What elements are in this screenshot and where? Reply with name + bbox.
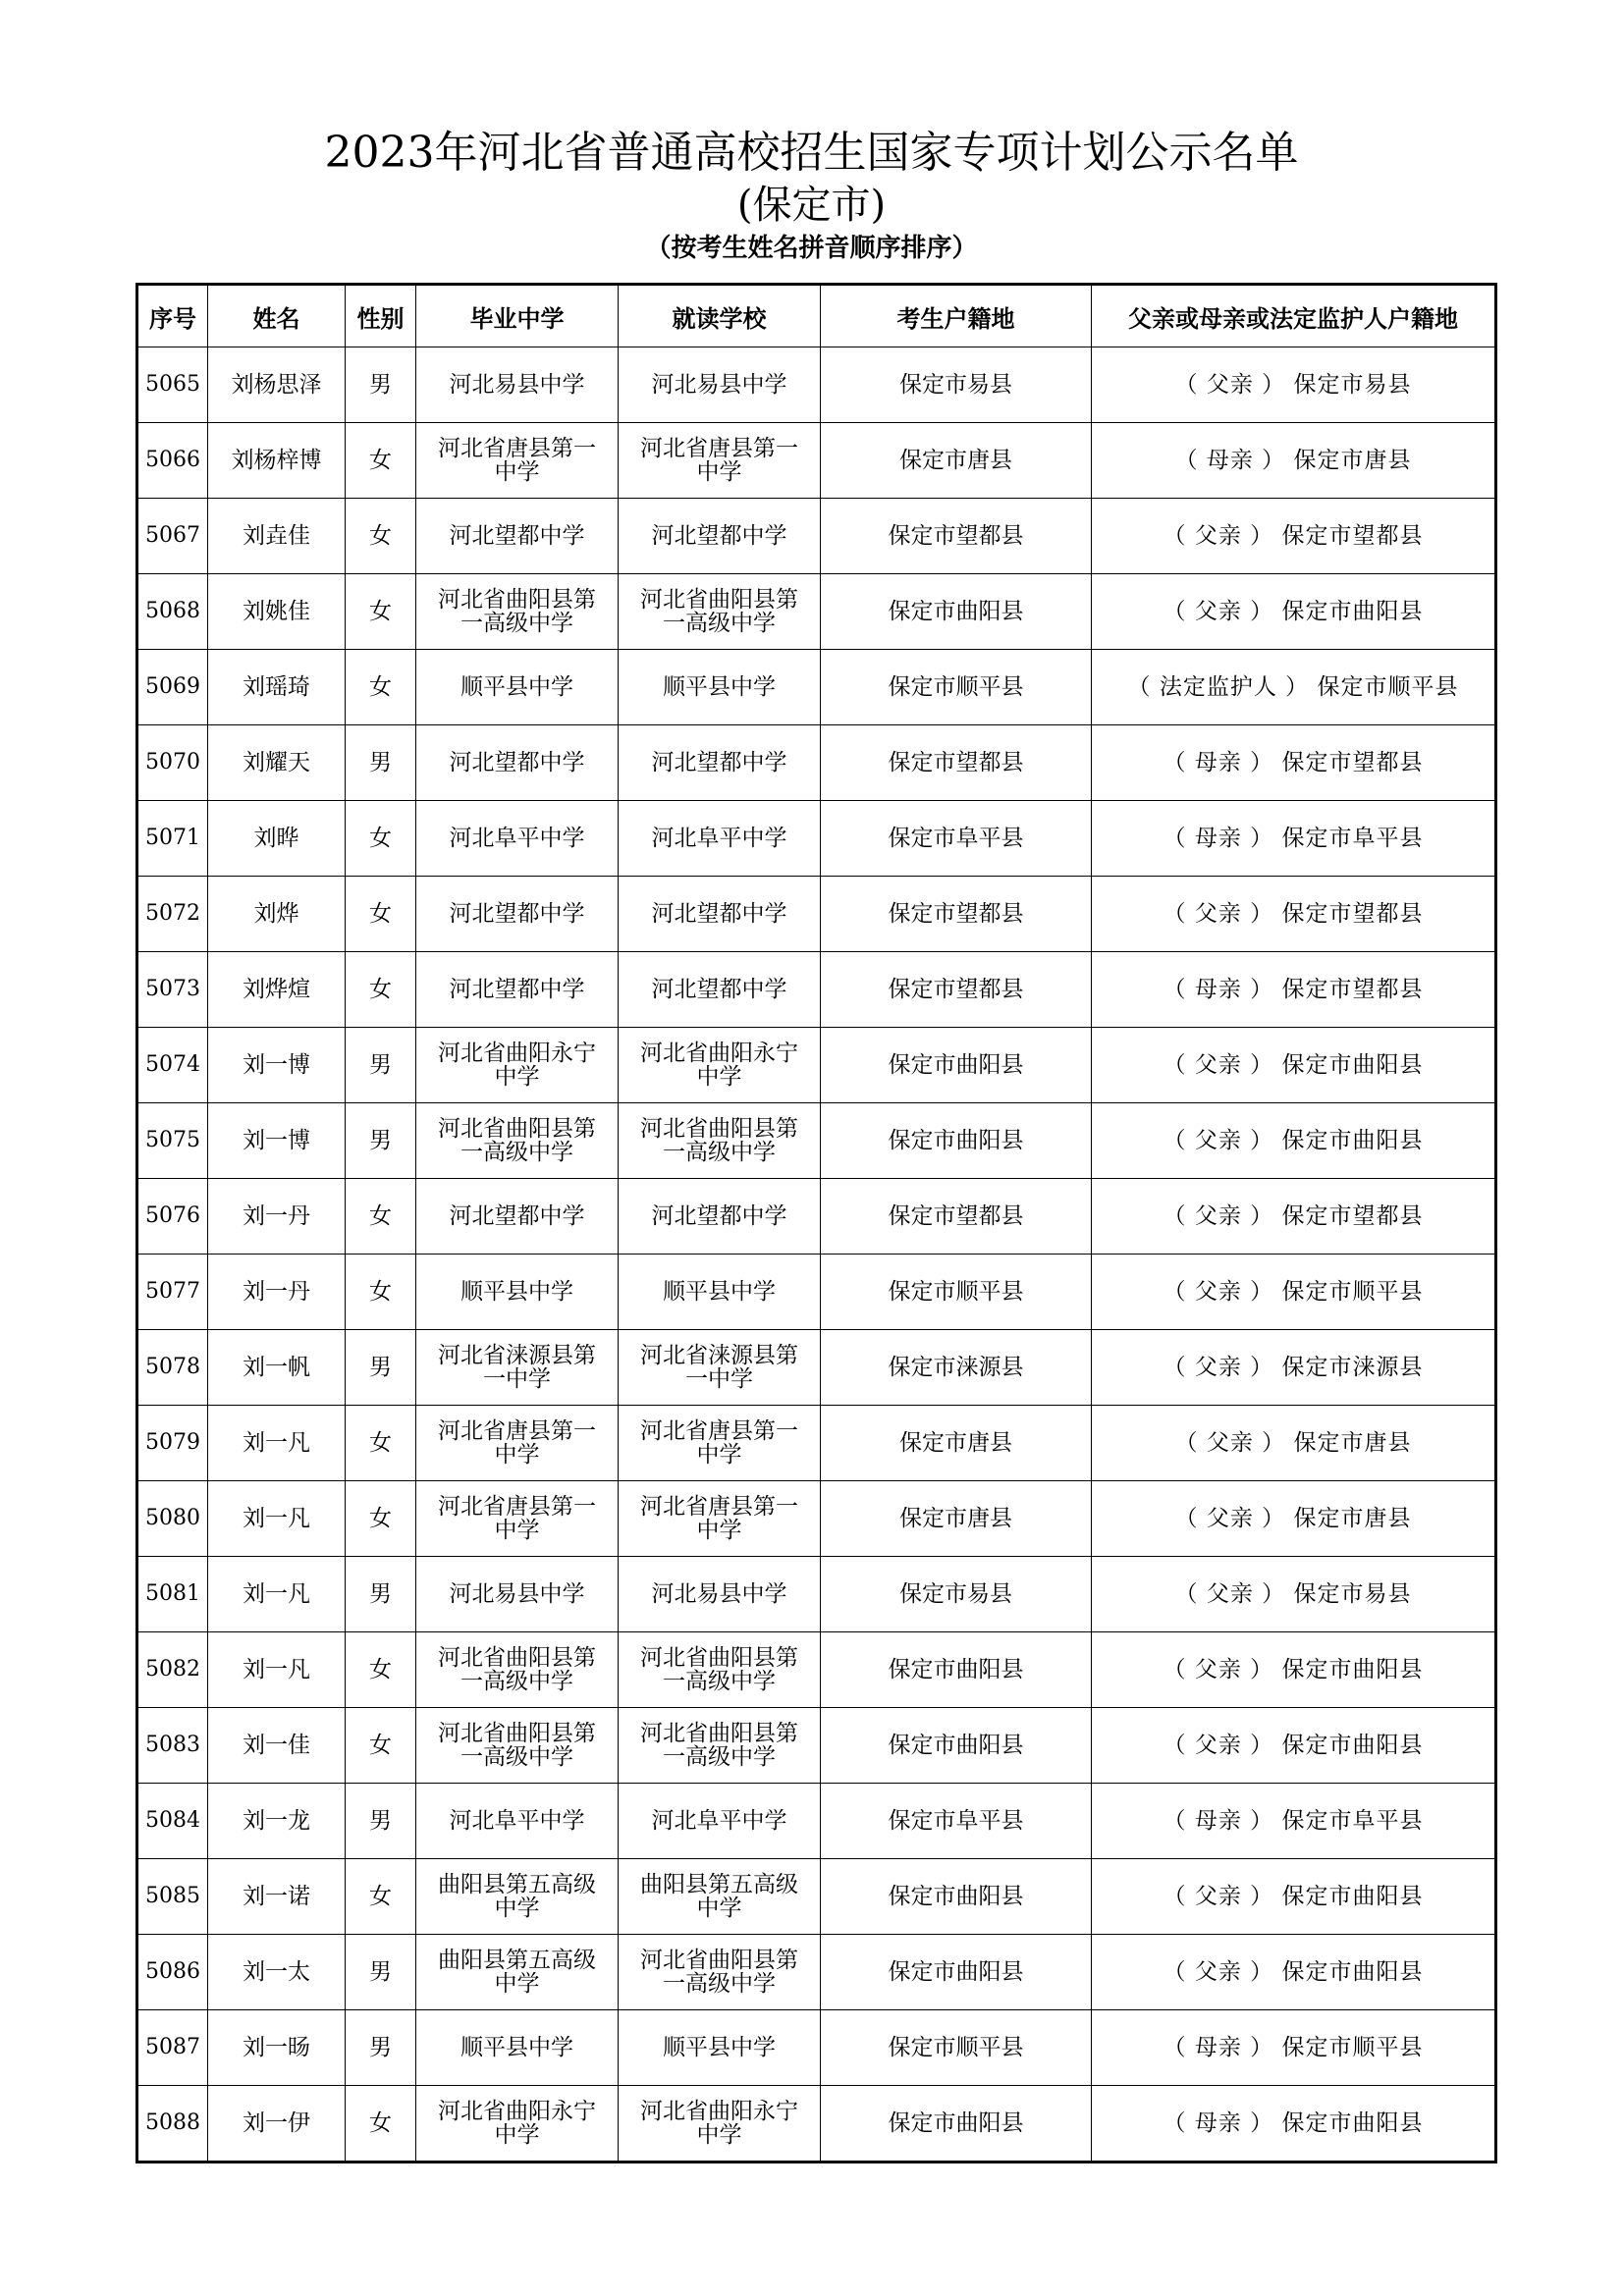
cell-gender: 女 (346, 1406, 416, 1481)
cell-current-school (619, 2010, 821, 2086)
cell-student-household-registration: 保定市顺平县 (821, 2010, 1092, 2086)
school-name-text: 河北省唐县第一中学 (640, 436, 798, 485)
cell-name: 刘一博 (208, 1103, 346, 1179)
school-name-text: 河北易县中学 (651, 1581, 787, 1607)
school-name-text: 曲阳县第五高级中学 (438, 1948, 596, 1997)
guardian-registration-text: （ 父亲 ） 保定市曲阳县 (1163, 1052, 1424, 1078)
cell-name: 刘一诺 (208, 1859, 346, 1935)
cell-guardian-household-registration (1092, 1255, 1496, 1330)
school-name-text: 河北望都中学 (449, 977, 585, 1002)
table-header (137, 285, 1496, 347)
cell-student-household-registration: 保定市望都县 (821, 725, 1092, 801)
cell-student-household-registration: 保定市望都县 (821, 1179, 1092, 1255)
table-row (137, 347, 1496, 423)
school-name-text: 河北省曲阳县第一高级中学 (640, 1721, 798, 1770)
cell-name: 刘一凡 (208, 1481, 346, 1557)
cell-name: 刘瑶琦 (208, 650, 346, 725)
school-name-text: 顺平县中学 (460, 674, 573, 700)
school-name-text: 河北望都中学 (449, 523, 585, 549)
table-row (137, 1406, 1496, 1481)
cell-gender: 女 (346, 1255, 416, 1330)
cell-guardian-household-registration (1092, 574, 1496, 650)
cell-guardian-household-registration (1092, 1406, 1496, 1481)
guardian-registration-text: （ 母亲 ） 保定市阜平县 (1163, 826, 1424, 851)
cell-serial-number: 5083 (137, 1708, 208, 1784)
cell-guardian-household-registration (1092, 650, 1496, 725)
cell-student-household-registration: 保定市曲阳县 (821, 574, 1092, 650)
sort-order-note: （按考生姓名拼音顺序排序） (645, 234, 978, 263)
school-name-text: 顺平县中学 (460, 1279, 573, 1305)
cell-student-household-registration: 保定市阜平县 (821, 801, 1092, 877)
cell-graduation-school (416, 877, 619, 952)
school-name-text: 河北望都中学 (651, 901, 787, 927)
cell-name: 刘姚佳 (208, 574, 346, 650)
cell-gender: 女 (346, 1859, 416, 1935)
cell-graduation-school (416, 1103, 619, 1179)
cell-current-school (619, 877, 821, 952)
guardian-registration-text: （ 父亲 ） 保定市曲阳县 (1163, 599, 1424, 624)
school-name-text: 河北省曲阳县第一高级中学 (640, 1116, 798, 1165)
cell-graduation-school (416, 423, 619, 499)
cell-current-school (619, 574, 821, 650)
cell-current-school (619, 1859, 821, 1935)
cell-current-school (619, 499, 821, 574)
school-name-text: 顺平县中学 (663, 2035, 776, 2060)
guardian-registration-text: （ 父亲 ） 保定市曲阳县 (1163, 1657, 1424, 1682)
table-row (137, 1103, 1496, 1179)
table-body (137, 347, 1496, 2163)
cell-student-household-registration: 保定市顺平县 (821, 1255, 1092, 1330)
school-name-text: 河北省曲阳县第一高级中学 (640, 1948, 798, 1997)
cell-graduation-school (416, 1632, 619, 1708)
table-row (137, 952, 1496, 1028)
table-row (137, 574, 1496, 650)
cell-current-school (619, 2086, 821, 2163)
cell-gender: 女 (346, 1179, 416, 1255)
cell-name: 刘一凡 (208, 1632, 346, 1708)
cell-student-household-registration: 保定市曲阳县 (821, 1935, 1092, 2010)
guardian-registration-text: （ 父亲 ） 保定市望都县 (1163, 523, 1424, 549)
guardian-registration-text: （ 父亲 ） 保定市易县 (1174, 372, 1412, 398)
header-graduation-school: 毕业中学 (416, 285, 619, 347)
cell-name: 刘耀天 (208, 725, 346, 801)
cell-gender: 女 (346, 2086, 416, 2163)
cell-serial-number: 5076 (137, 1179, 208, 1255)
cell-student-household-registration: 保定市易县 (821, 1557, 1092, 1632)
guardian-registration-text: （ 父亲 ） 保定市望都县 (1163, 1203, 1424, 1229)
cell-name: 刘烨煊 (208, 952, 346, 1028)
header-name: 姓名 (208, 285, 346, 347)
cell-graduation-school (416, 1028, 619, 1103)
cell-gender: 女 (346, 650, 416, 725)
header-student-household-registration: 考生户籍地 (821, 285, 1092, 347)
cell-guardian-household-registration (1092, 952, 1496, 1028)
cell-serial-number: 5071 (137, 801, 208, 877)
table-row (137, 650, 1496, 725)
cell-student-household-registration: 保定市唐县 (821, 1406, 1092, 1481)
cell-gender: 女 (346, 423, 416, 499)
cell-gender: 女 (346, 952, 416, 1028)
cell-guardian-household-registration (1092, 1179, 1496, 1255)
school-name-text: 河北省唐县第一中学 (640, 1494, 798, 1543)
table-row (137, 1557, 1496, 1632)
cell-serial-number: 5081 (137, 1557, 208, 1632)
cell-student-household-registration: 保定市曲阳县 (821, 1859, 1092, 1935)
school-name-text: 曲阳县第五高级中学 (438, 1872, 596, 1921)
guardian-registration-text: （ 法定监护人 ） 保定市顺平县 (1127, 674, 1459, 700)
cell-gender: 女 (346, 801, 416, 877)
cell-serial-number: 5080 (137, 1481, 208, 1557)
cell-student-household-registration: 保定市曲阳县 (821, 1028, 1092, 1103)
cell-serial-number: 5087 (137, 2010, 208, 2086)
school-name-text: 河北省曲阳县第一高级中学 (640, 587, 798, 636)
table-row (137, 801, 1496, 877)
cell-guardian-household-registration (1092, 1632, 1496, 1708)
school-name-text: 顺平县中学 (663, 1279, 776, 1305)
cell-name: 刘晔 (208, 801, 346, 877)
cell-name: 刘一佳 (208, 1708, 346, 1784)
school-name-text: 顺平县中学 (460, 2035, 573, 2060)
guardian-registration-text: （ 父亲 ） 保定市望都县 (1163, 901, 1424, 927)
guardian-registration-text: （ 父亲 ） 保定市曲阳县 (1163, 1128, 1424, 1153)
roster-table (135, 283, 1497, 2163)
guardian-registration-text: （ 父亲 ） 保定市唐县 (1174, 1430, 1412, 1456)
guardian-registration-text: （ 父亲 ） 保定市唐县 (1174, 1506, 1412, 1531)
cell-serial-number: 5070 (137, 725, 208, 801)
cell-current-school (619, 1557, 821, 1632)
cell-name: 刘一凡 (208, 1406, 346, 1481)
cell-serial-number: 5078 (137, 1330, 208, 1406)
cell-graduation-school (416, 2010, 619, 2086)
guardian-registration-text: （ 母亲 ） 保定市阜平县 (1163, 1808, 1424, 1834)
cell-name: 刘杨思泽 (208, 347, 346, 423)
school-name-text: 河北省曲阳县第一高级中学 (438, 1721, 596, 1770)
cell-graduation-school (416, 650, 619, 725)
school-name-text: 河北省曲阳永宁中学 (438, 2099, 596, 2148)
cell-name: 刘烨 (208, 877, 346, 952)
school-name-text: 河北望都中学 (651, 523, 787, 549)
table-row (137, 1784, 1496, 1859)
cell-current-school (619, 1255, 821, 1330)
cell-student-household-registration: 保定市曲阳县 (821, 2086, 1092, 2163)
cell-graduation-school (416, 1255, 619, 1330)
school-name-text: 河北望都中学 (449, 750, 585, 775)
cell-current-school (619, 1028, 821, 1103)
school-name-text: 河北省唐县第一中学 (438, 1494, 596, 1543)
table-row (137, 1028, 1496, 1103)
table-row (137, 1632, 1496, 1708)
cell-guardian-household-registration (1092, 1935, 1496, 2010)
school-name-text: 河北望都中学 (449, 901, 585, 927)
cell-name: 刘一凡 (208, 1557, 346, 1632)
cell-current-school (619, 1935, 821, 2010)
cell-graduation-school (416, 1330, 619, 1406)
school-name-text: 河北望都中学 (651, 977, 787, 1002)
guardian-registration-text: （ 父亲 ） 保定市涞源县 (1163, 1355, 1424, 1380)
cell-serial-number: 5069 (137, 650, 208, 725)
cell-current-school (619, 1784, 821, 1859)
cell-gender: 女 (346, 1708, 416, 1784)
cell-guardian-household-registration (1092, 725, 1496, 801)
header-gender: 性别 (346, 285, 416, 347)
cell-serial-number: 5085 (137, 1859, 208, 1935)
cell-serial-number: 5079 (137, 1406, 208, 1481)
table-row (137, 423, 1496, 499)
school-name-text: 河北阜平中学 (449, 826, 585, 851)
cell-guardian-household-registration (1092, 2086, 1496, 2163)
cell-name: 刘一旸 (208, 2010, 346, 2086)
cell-serial-number: 5074 (137, 1028, 208, 1103)
cell-graduation-school (416, 1481, 619, 1557)
cell-current-school (619, 801, 821, 877)
cell-serial-number: 5073 (137, 952, 208, 1028)
cell-gender: 男 (346, 1330, 416, 1406)
cell-graduation-school (416, 801, 619, 877)
school-name-text: 河北省曲阳县第一高级中学 (438, 1116, 596, 1165)
cell-guardian-household-registration (1092, 1028, 1496, 1103)
document-title: 2023年河北省普通高校招生国家专项计划公示名单 (324, 128, 1299, 178)
cell-student-household-registration: 保定市曲阳县 (821, 1708, 1092, 1784)
cell-guardian-household-registration (1092, 801, 1496, 877)
school-name-text: 河北省唐县第一中学 (640, 1418, 798, 1468)
cell-graduation-school (416, 574, 619, 650)
cell-gender: 男 (346, 1103, 416, 1179)
table-row (137, 877, 1496, 952)
cell-guardian-household-registration (1092, 877, 1496, 952)
guardian-registration-text: （ 母亲 ） 保定市望都县 (1163, 977, 1424, 1002)
cell-guardian-household-registration (1092, 1859, 1496, 1935)
document-subtitle-city: (保定市) (736, 183, 887, 228)
cell-serial-number: 5075 (137, 1103, 208, 1179)
guardian-registration-text: （ 母亲 ） 保定市顺平县 (1163, 2035, 1424, 2060)
cell-graduation-school (416, 2086, 619, 2163)
guardian-registration-text: （ 母亲 ） 保定市唐县 (1174, 448, 1412, 473)
cell-graduation-school (416, 952, 619, 1028)
cell-student-household-registration: 保定市望都县 (821, 952, 1092, 1028)
cell-graduation-school (416, 725, 619, 801)
guardian-registration-text: （ 父亲 ） 保定市易县 (1174, 1581, 1412, 1607)
cell-name: 刘垚佳 (208, 499, 346, 574)
school-name-text: 河北省唐县第一中学 (438, 1418, 596, 1468)
table-row (137, 2086, 1496, 2163)
cell-gender: 女 (346, 574, 416, 650)
cell-graduation-school (416, 347, 619, 423)
cell-current-school (619, 423, 821, 499)
school-name-text: 河北望都中学 (651, 1203, 787, 1229)
table-row (137, 1935, 1496, 2010)
cell-name: 刘一伊 (208, 2086, 346, 2163)
school-name-text: 河北阜平中学 (651, 1808, 787, 1834)
cell-graduation-school (416, 1406, 619, 1481)
cell-guardian-household-registration (1092, 1708, 1496, 1784)
cell-gender: 女 (346, 877, 416, 952)
cell-serial-number: 5088 (137, 2086, 208, 2163)
cell-serial-number: 5086 (137, 1935, 208, 2010)
cell-name: 刘杨梓博 (208, 423, 346, 499)
cell-serial-number: 5068 (137, 574, 208, 650)
school-name-text: 河北省唐县第一中学 (438, 436, 596, 485)
cell-current-school (619, 725, 821, 801)
header-current-school: 就读学校 (619, 285, 821, 347)
cell-graduation-school (416, 1557, 619, 1632)
guardian-registration-text: （ 母亲 ） 保定市曲阳县 (1163, 2110, 1424, 2136)
cell-graduation-school (416, 1708, 619, 1784)
cell-name: 刘一太 (208, 1935, 346, 2010)
school-name-text: 河北易县中学 (651, 372, 787, 398)
cell-current-school (619, 952, 821, 1028)
cell-serial-number: 5067 (137, 499, 208, 574)
cell-serial-number: 5066 (137, 423, 208, 499)
school-name-text: 河北阜平中学 (449, 1808, 585, 1834)
cell-serial-number: 5082 (137, 1632, 208, 1708)
cell-name: 刘一丹 (208, 1255, 346, 1330)
table-row (137, 2010, 1496, 2086)
school-name-text: 河北望都中学 (651, 750, 787, 775)
cell-student-household-registration: 保定市曲阳县 (821, 1103, 1092, 1179)
table-row (137, 499, 1496, 574)
school-name-text: 河北阜平中学 (651, 826, 787, 851)
table-row (137, 1179, 1496, 1255)
cell-name: 刘一丹 (208, 1179, 346, 1255)
cell-graduation-school (416, 499, 619, 574)
cell-graduation-school (416, 1935, 619, 2010)
cell-current-school (619, 1632, 821, 1708)
cell-guardian-household-registration (1092, 423, 1496, 499)
school-name-text: 河北省曲阳县第一高级中学 (438, 587, 596, 636)
cell-gender: 男 (346, 1557, 416, 1632)
school-name-text: 河北省曲阳县第一高级中学 (438, 1645, 596, 1694)
table-row (137, 1859, 1496, 1935)
header-guardian-household-registration: 父亲或母亲或法定监护人户籍地 (1092, 285, 1496, 347)
school-name-text: 曲阳县第五高级中学 (640, 1872, 798, 1921)
cell-guardian-household-registration (1092, 1784, 1496, 1859)
school-name-text: 河北省曲阳县第一高级中学 (640, 1645, 798, 1694)
cell-student-household-registration: 保定市曲阳县 (821, 1632, 1092, 1708)
cell-current-school (619, 650, 821, 725)
cell-gender: 男 (346, 347, 416, 423)
guardian-registration-text: （ 母亲 ） 保定市望都县 (1163, 750, 1424, 775)
cell-gender: 女 (346, 1632, 416, 1708)
cell-student-household-registration: 保定市顺平县 (821, 650, 1092, 725)
cell-current-school (619, 347, 821, 423)
header-row (137, 285, 1496, 347)
cell-guardian-household-registration (1092, 2010, 1496, 2086)
cell-guardian-household-registration (1092, 499, 1496, 574)
cell-gender: 男 (346, 2010, 416, 2086)
school-name-text: 河北省涞源县第一中学 (438, 1343, 596, 1392)
cell-current-school (619, 1708, 821, 1784)
guardian-registration-text: （ 父亲 ） 保定市曲阳县 (1163, 1733, 1424, 1758)
cell-student-household-registration: 保定市唐县 (821, 423, 1092, 499)
cell-graduation-school (416, 1784, 619, 1859)
cell-serial-number: 5084 (137, 1784, 208, 1859)
cell-gender: 女 (346, 499, 416, 574)
guardian-registration-text: （ 父亲 ） 保定市曲阳县 (1163, 1959, 1424, 1985)
cell-guardian-household-registration (1092, 1103, 1496, 1179)
cell-guardian-household-registration (1092, 1330, 1496, 1406)
cell-guardian-household-registration (1092, 347, 1496, 423)
cell-graduation-school (416, 1179, 619, 1255)
cell-name: 刘一帆 (208, 1330, 346, 1406)
school-name-text: 河北易县中学 (449, 1581, 585, 1607)
cell-name: 刘一博 (208, 1028, 346, 1103)
cell-gender: 男 (346, 725, 416, 801)
table-row (137, 1255, 1496, 1330)
cell-current-school (619, 1179, 821, 1255)
table-row (137, 1330, 1496, 1406)
guardian-registration-text: （ 父亲 ） 保定市曲阳县 (1163, 1884, 1424, 1909)
header-serial-number: 序号 (137, 285, 208, 347)
cell-gender: 男 (346, 1028, 416, 1103)
cell-student-household-registration: 保定市唐县 (821, 1481, 1092, 1557)
table-row (137, 1481, 1496, 1557)
cell-serial-number: 5077 (137, 1255, 208, 1330)
cell-graduation-school (416, 1859, 619, 1935)
guardian-registration-text: （ 父亲 ） 保定市顺平县 (1163, 1279, 1424, 1305)
school-name-text: 顺平县中学 (663, 674, 776, 700)
cell-gender: 男 (346, 1784, 416, 1859)
cell-guardian-household-registration (1092, 1557, 1496, 1632)
table-row (137, 1708, 1496, 1784)
school-name-text: 河北省曲阳永宁中学 (438, 1041, 596, 1090)
cell-student-household-registration: 保定市阜平县 (821, 1784, 1092, 1859)
cell-student-household-registration: 保定市涞源县 (821, 1330, 1092, 1406)
cell-current-school (619, 1481, 821, 1557)
school-name-text: 河北省曲阳永宁中学 (640, 2099, 798, 2148)
school-name-text: 河北省涞源县第一中学 (640, 1343, 798, 1392)
school-name-text: 河北易县中学 (449, 372, 585, 398)
cell-current-school (619, 1330, 821, 1406)
cell-serial-number: 5065 (137, 347, 208, 423)
cell-guardian-household-registration (1092, 1481, 1496, 1557)
cell-current-school (619, 1406, 821, 1481)
school-name-text: 河北省曲阳永宁中学 (640, 1041, 798, 1090)
cell-student-household-registration: 保定市望都县 (821, 499, 1092, 574)
school-name-text: 河北望都中学 (449, 1203, 585, 1229)
table-row (137, 725, 1496, 801)
cell-gender: 女 (346, 1481, 416, 1557)
cell-name: 刘一龙 (208, 1784, 346, 1859)
cell-student-household-registration: 保定市望都县 (821, 877, 1092, 952)
cell-serial-number: 5072 (137, 877, 208, 952)
cell-gender: 男 (346, 1935, 416, 2010)
cell-current-school (619, 1103, 821, 1179)
cell-student-household-registration: 保定市易县 (821, 347, 1092, 423)
